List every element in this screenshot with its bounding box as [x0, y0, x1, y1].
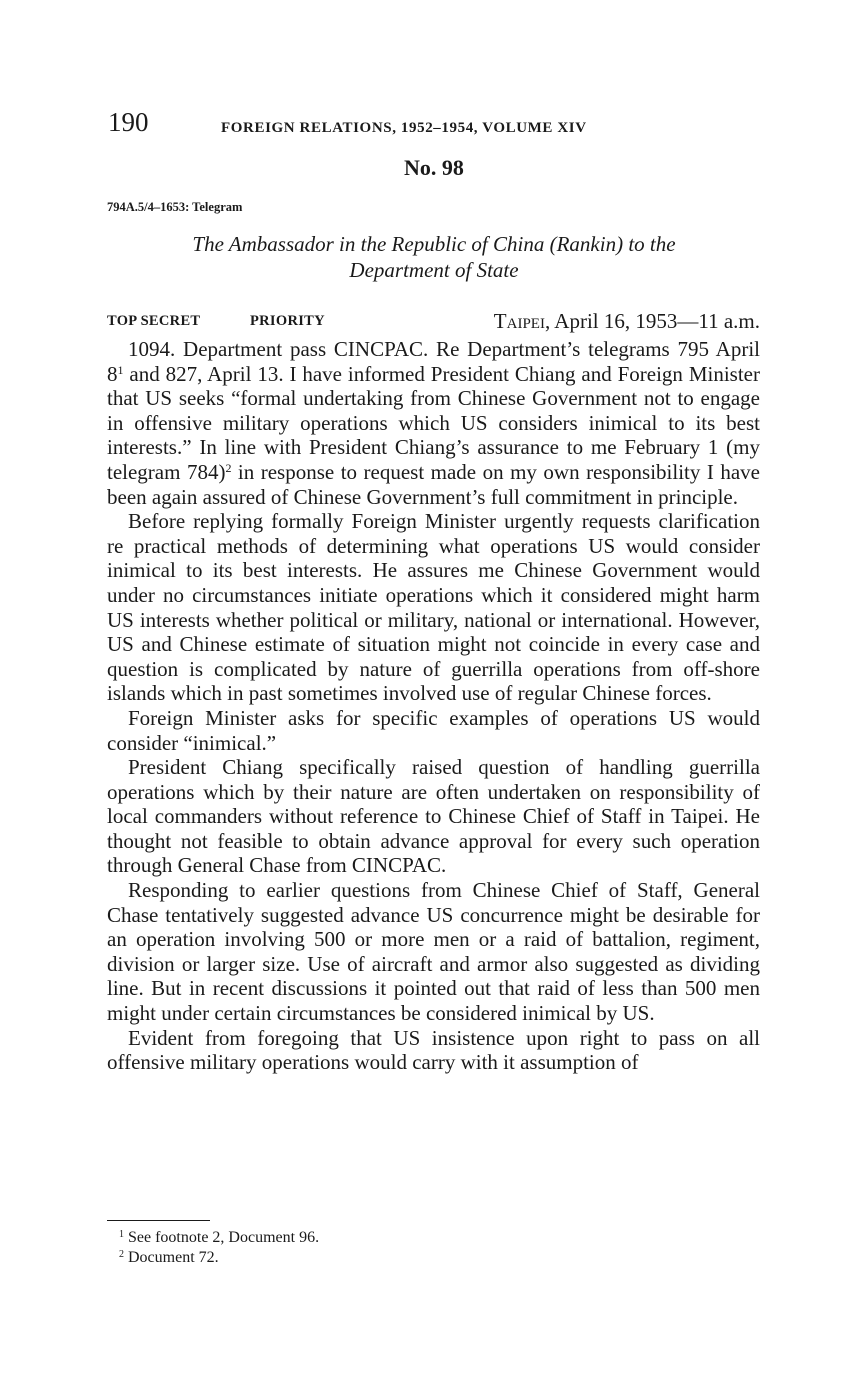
paragraph: Evident from foregoing that US insistence upon right to pass on all offensive military operations would carry with it assumption of [107, 1025, 760, 1075]
paragraph: 1094. Department pass CINCPAC. Re Department’s telegrams 795 April $8^1$ and 827, April 13. I have informed President Chiang and Foreign Minister that US seeks “formal undertaking from Chinese Government not to engage in offensive military operations which US considers inimical to its best interests.” In line with President Chiang’s assurance to me February 1 (my telegram 784)$^2$ in response to request made on my own responsibility I have been again assured of Chinese Government’s full commitment in principle. [107, 337, 760, 509]
paragraph: Before replying formally Foreign Minister urgently requests clarification re practical methods of determining what operations US would consider inimical to its best interests. He assures me Chinese Government would under no circumstances initiate operations which it considered might harm US interests whether political or military, national or international. However, US and Chinese estimate of situation might not coincide in every case and question is complicated by nature of guerrilla operations from off-shore islands which in past sometimes involved use of regular Chinese forces. [107, 509, 760, 706]
running-header: FOREIGN RELATIONS, 1952–1954, VOLUME XIV [221, 120, 587, 136]
footnote-text: Document 72. [124, 1249, 219, 1266]
footnote-ref[interactable]: 1 [117, 362, 124, 377]
footnote-marker: 1 [119, 1229, 124, 1240]
document-number: No. 98 [404, 155, 464, 180]
telegram-body [107, 337, 760, 1075]
document-title-line-1: The Ambassador in the Republic of China (Rankin) to the [192, 232, 676, 256]
paragraph: President Chiang specifically raised question of handling guerrilla operations which by their nature are often undertaken on responsibility of local commanders without reference to Chinese Chief of Staff in Taipei. He thought not feasible to obtain advance approval for every such operation through General Chase from CINCPAC. [107, 755, 760, 878]
date-time: , April 16, 1953—11 a.m. [544, 309, 760, 333]
footnote [119, 1248, 319, 1268]
footnote-text: See footnote 2, Document 96. [124, 1229, 320, 1246]
footnote [119, 1228, 319, 1248]
dateline [107, 309, 760, 335]
classification-label: TOP SECRET [107, 313, 201, 329]
page-number: 190 [108, 107, 149, 137]
paragraph: Responding to earlier questions from Chinese Chief of Staff, General Chase tentatively suggested advance US concurrence might be desirable for an operation involving 500 or more men or a raid of battalion, regiment, division or larger size. Use of aircraft and armor also suggested as dividing line. But in recent discussions it pointed out that raid of less than 500 men might under certain circumstances be considered inimical by US. [107, 878, 760, 1026]
file-reference: 794A.5/4–1653: Telegram [107, 200, 243, 214]
footnote-divider [107, 1220, 210, 1221]
paragraph: Foreign Minister asks for specific examples of operations US would consider “inimical.” [107, 705, 760, 755]
place-and-date [494, 309, 760, 334]
footnote-marker: 2 [119, 1249, 124, 1260]
footnote-ref[interactable]: 2 [225, 460, 232, 475]
footnotes [119, 1228, 319, 1268]
document-title-line-2: Department of State [349, 258, 519, 282]
place-name: Taipei [493, 309, 545, 333]
precedence-label: PRIORITY [250, 313, 325, 329]
document-title [108, 231, 760, 283]
